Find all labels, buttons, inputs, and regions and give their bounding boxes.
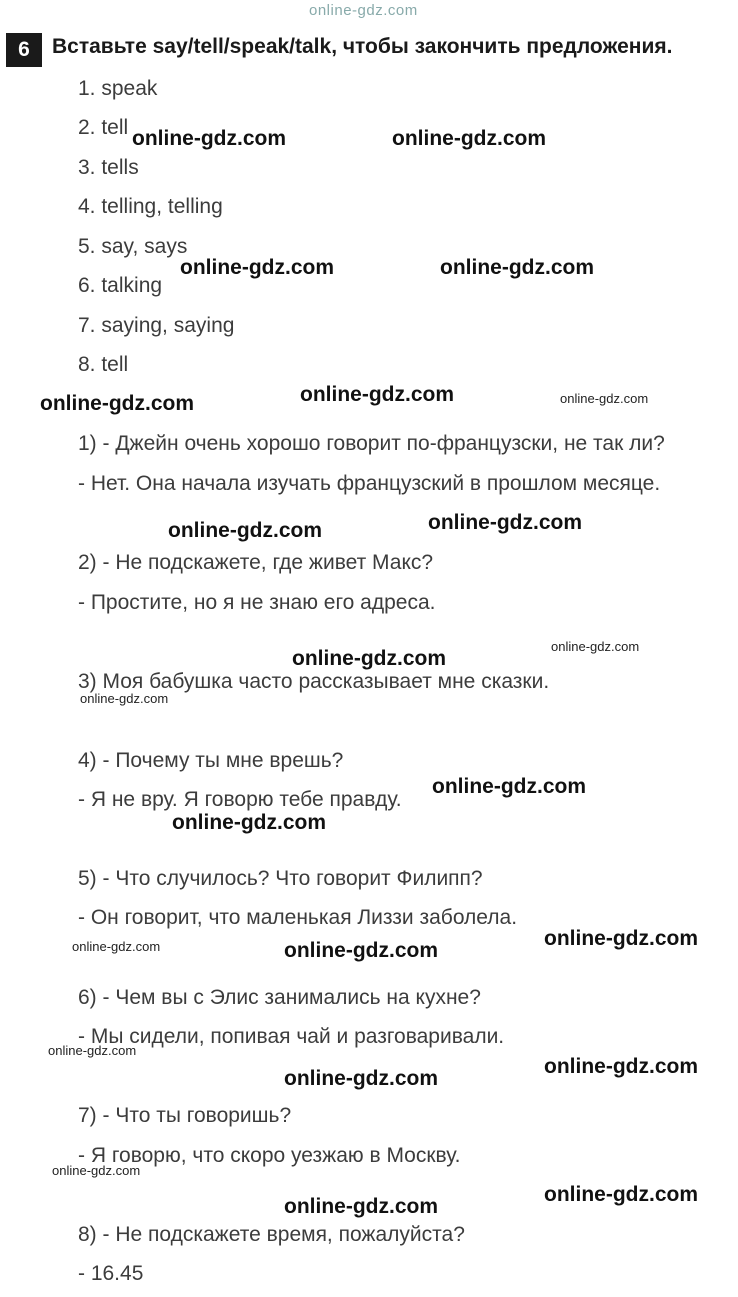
translation-line: - Мы сидели, попивая чай и разговаривали. [78,1025,505,1048]
answer-item: 5. say, says [78,235,188,258]
watermark: online-gdz.com [284,939,438,962]
watermark: online-gdz.com [544,1183,698,1206]
translation-line: - Простите, но я не знаю его адреса. [78,591,436,614]
watermark: online-gdz.com [551,639,640,654]
watermark: online-gdz.com [440,256,594,279]
translation-line: 3) Моя бабушка часто рассказывает мне сказки. [78,670,550,693]
translation-line: - Я не вру. Я говорю тебе правду. [78,788,402,811]
answer-item: 6. talking [78,274,163,297]
answer-item: 8. tell [78,353,129,376]
watermark: online-gdz.com [560,391,649,406]
translation-line: 4) - Почему ты мне врешь? [78,749,344,772]
answer-item: 2. tell [78,116,129,139]
watermark: online-gdz.com [544,1055,698,1078]
translation-line: 6) - Чем вы с Элис занимались на кухне? [78,986,481,1009]
translation-line: 1) - Джейн очень хорошо говорит по-французски, не так ли? [78,432,665,455]
watermark: online-gdz.com [48,1043,137,1058]
answer-item: 4. telling, telling [78,195,223,218]
watermark: online-gdz.com [180,256,334,279]
translation-line: 7) - Что ты говоришь? [78,1104,292,1127]
translation-line: 8) - Не подскажете время, пожалуйста? [78,1223,465,1246]
watermark: online-gdz.com [168,519,322,542]
watermark: online-gdz.com [544,927,698,950]
watermark: online-gdz.com [172,811,326,834]
watermark: online-gdz.com [40,392,194,415]
translation-line: 5) - Что случилось? Что говорит Филипп? [78,867,483,890]
task-number-badge: 6 [6,33,42,67]
watermark: online-gdz.com [428,511,582,534]
watermark: online-gdz.com [284,1067,438,1090]
translation-line: - Он говорит, что маленькая Лиззи заболела. [78,906,518,929]
translation-line: - 16.45 [78,1262,144,1285]
watermark: online-gdz.com [300,383,454,406]
watermark: online-gdz.com [52,1163,141,1178]
translation-line: - Я говорю, что скоро уезжаю в Москву. [78,1144,461,1167]
translation-line: 2) - Не подскажете, где живет Макс? [78,551,434,574]
watermark: online-gdz.com [392,127,546,150]
watermark: online-gdz.com [80,691,169,706]
translation-line: - Нет. Она начала изучать французский в прошлом месяце. [78,472,661,495]
answer-item: 1. speak [78,77,158,100]
task-title: Вставьте say/tell/speak/talk, чтобы закончить предложения. [52,35,673,58]
watermark: online-gdz.com [432,775,586,798]
watermark: online-gdz.com [132,127,286,150]
header-watermark: online-gdz.com [309,2,418,19]
watermark: online-gdz.com [72,939,161,954]
answer-item: 7. saying, saying [78,314,235,337]
watermark: online-gdz.com [292,647,446,670]
answer-item: 3. tells [78,156,139,179]
watermark: online-gdz.com [284,1195,438,1218]
